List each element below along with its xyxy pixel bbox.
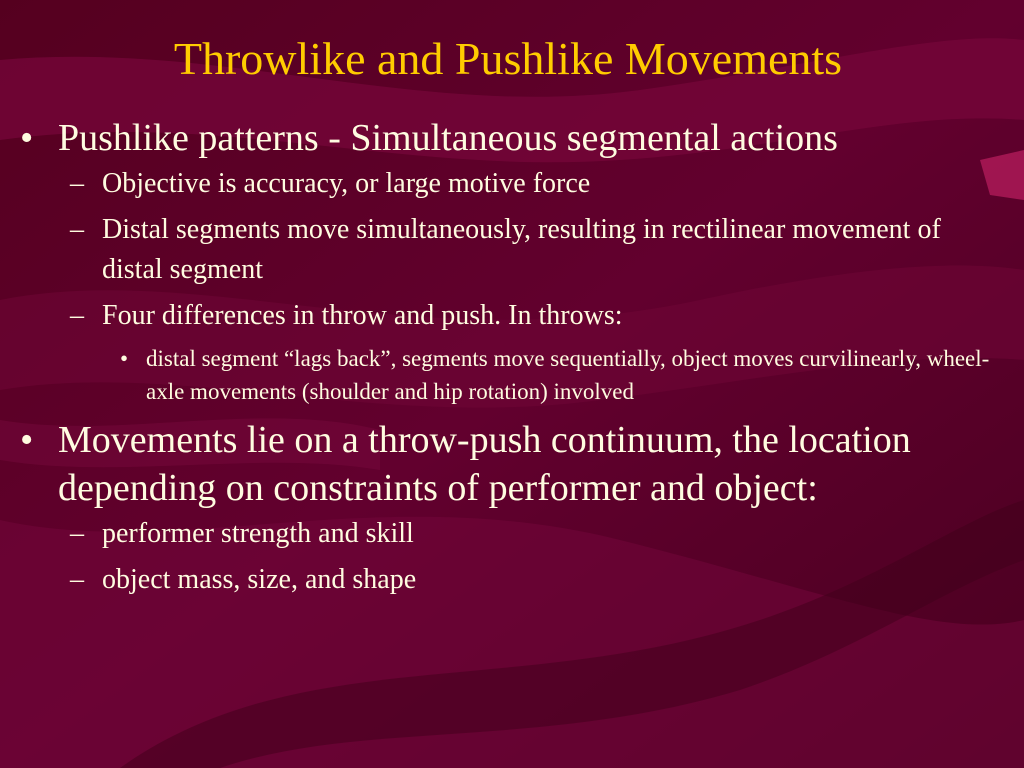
sub-bullet-text: performer strength and skill: [102, 518, 414, 549]
slide-body: [18, 114, 1008, 606]
sub-sub-bullet-text: distal segment “lags back”, segments move sequentially, object moves curvilinearly, wheel-axle movements (shoulder and hip rotation) involved: [146, 346, 990, 404]
dash-icon: –: [70, 564, 84, 595]
bullet-item: [18, 416, 1008, 512]
sub-bullet-text: object mass, size, and shape: [102, 564, 417, 595]
bullet-text: Pushlike patterns - Simultaneous segmental actions: [58, 117, 838, 159]
sub-bullet-text: Distal segments move simultaneously, resulting in rectilinear movement of distal segment: [102, 214, 941, 285]
bullet-item: [18, 114, 1008, 162]
sub-bullet-item: [18, 210, 1008, 290]
sub-bullet-text: Four differences in throw and push. In throws:: [102, 300, 623, 331]
dash-icon: –: [70, 518, 84, 549]
sub-bullet-text: Objective is accuracy, or large motive force: [102, 168, 591, 199]
sub-bullet-item: [18, 296, 1008, 336]
sub-sub-bullet-item: [18, 342, 1008, 408]
sub-bullet-item: [18, 560, 1008, 600]
bullet-icon: •: [20, 117, 34, 159]
bullet-text: Movements lie on a throw-push continuum, the location depending on constraints of performer and object:: [58, 419, 911, 509]
sub-bullet-item: [18, 514, 1008, 554]
bullet-icon: •: [20, 419, 34, 461]
slide-title: Throwlike and Pushlike Movements: [173, 33, 843, 84]
bullet-icon: •: [120, 346, 129, 371]
dash-icon: –: [70, 214, 84, 245]
dash-icon: –: [70, 300, 84, 331]
dash-icon: –: [70, 168, 84, 199]
sub-bullet-item: [18, 164, 1008, 204]
